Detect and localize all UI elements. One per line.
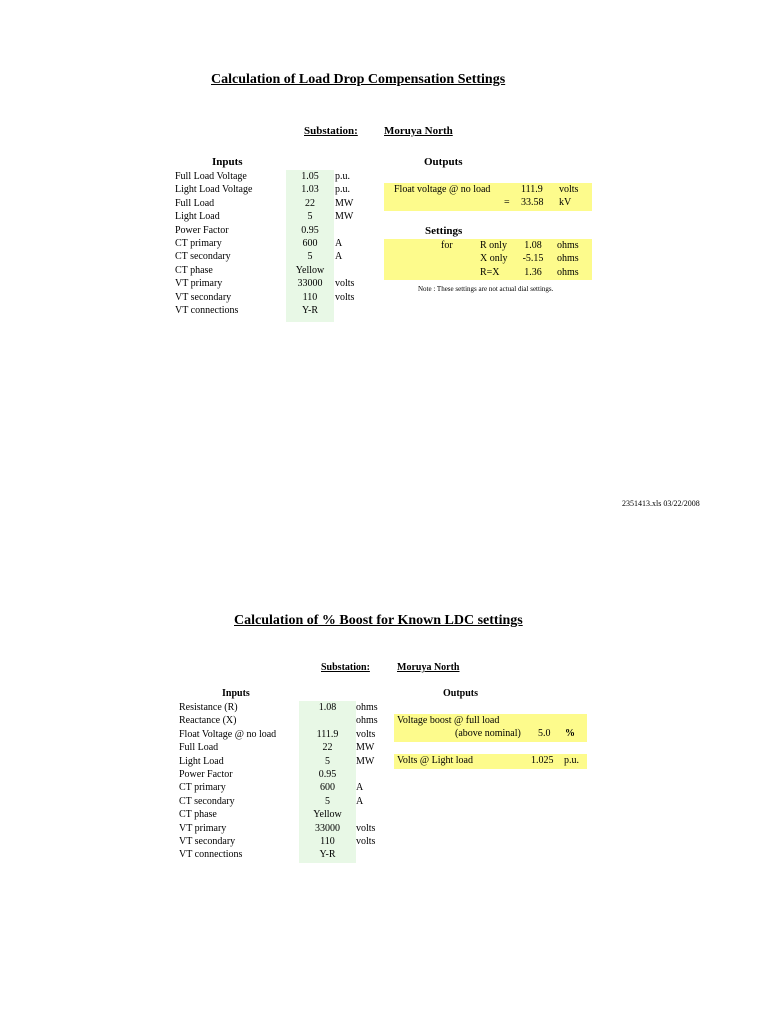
input-value: 111.9: [316, 728, 339, 740]
light-load-label: Volts @ Light load: [397, 755, 473, 766]
input-label: CT phase: [179, 809, 217, 821]
float-voltage-value: 111.9: [521, 184, 543, 195]
input-unit: volts: [356, 822, 376, 834]
input-value: 1.03: [301, 184, 319, 196]
input-label: CT secondary: [175, 251, 231, 263]
file-footer: 2351413.xls 03/22/2008: [622, 499, 700, 508]
sheet2-inputs-header: Inputs: [222, 688, 250, 699]
input-value: 5: [325, 795, 330, 807]
boost-value: 5.0: [538, 728, 551, 739]
input-label: VT primary: [175, 278, 223, 290]
light-load-value: 1.025: [531, 755, 554, 766]
sheet1-title: Calculation of Load Drop Compensation Settings: [211, 72, 506, 87]
input-value: Y-R: [319, 849, 336, 861]
input-unit: ohms: [356, 715, 378, 727]
input-unit: volts: [335, 291, 355, 303]
sheet1-substation-label: Substation:: [304, 125, 358, 137]
for-label: for: [441, 240, 453, 251]
setting-unit: ohms: [557, 240, 579, 251]
input-label: VT connections: [179, 849, 243, 861]
sheet1-substation-name: Moruya North: [384, 125, 453, 137]
setting-value: 1.36: [524, 266, 542, 278]
input-label: CT secondary: [179, 795, 235, 807]
input-label: Power Factor: [179, 769, 233, 780]
input-unit: A: [356, 782, 364, 794]
input-unit: volts: [335, 278, 355, 290]
settings-header: Settings: [425, 225, 463, 237]
input-label: VT connections: [175, 305, 239, 316]
input-unit: MW: [356, 742, 375, 754]
sheet2-substation-name: Moruya North: [397, 662, 460, 673]
boost-unit: %: [565, 728, 575, 739]
input-label: Float Voltage @ no load: [179, 728, 277, 740]
input-label: Power Factor: [175, 224, 229, 236]
input-unit: volts: [356, 836, 376, 847]
sheet2-outputs-header: Outputs: [443, 688, 479, 699]
input-value: 5: [307, 251, 313, 263]
input-label: Reactance (X): [179, 715, 237, 727]
settings-note: Note : These settings are not actual dial settings.: [418, 285, 554, 293]
setting-value: 1.08: [524, 240, 542, 251]
input-label: Light Load: [175, 211, 220, 223]
input-value: Y-R: [301, 305, 319, 316]
input-unit: MW: [335, 197, 354, 209]
input-label: CT primary: [179, 782, 226, 794]
input-unit: MW: [335, 211, 354, 223]
boost-sub-label: (above nominal): [455, 728, 521, 739]
input-unit: MW: [356, 755, 375, 767]
input-value: 0.95: [318, 769, 337, 780]
input-unit: volts: [356, 728, 376, 740]
input-value: 600: [320, 782, 335, 794]
input-unit: p.u.: [335, 171, 350, 182]
input-label: VT primary: [179, 822, 227, 834]
sheet2-substation-label: Substation:: [321, 662, 370, 673]
boost-label: Voltage boost @ full load: [397, 715, 500, 726]
input-label: Light Load Voltage: [175, 184, 253, 196]
float-voltage-label: Float voltage @ no load: [394, 184, 491, 195]
input-value: Yellow: [295, 264, 325, 276]
input-unit: ohms: [356, 702, 378, 713]
input-label: Light Load: [179, 755, 224, 767]
input-label: VT secondary: [175, 291, 232, 303]
input-label: CT primary: [175, 238, 222, 249]
setting-value: -5.15: [522, 253, 544, 265]
input-label: Resistance (R): [179, 702, 238, 713]
sheet1-outputs-header: Outputs: [424, 156, 463, 168]
input-label: Full Load: [179, 742, 219, 754]
input-value: 1.08: [318, 702, 337, 713]
input-value: 5: [325, 755, 330, 767]
input-unit: A: [335, 251, 343, 263]
input-value: 33000: [315, 822, 340, 834]
kv-value: 33.58: [521, 197, 544, 208]
setting-label: X only: [480, 253, 508, 265]
setting-label: R=X: [480, 266, 500, 278]
input-value: 110: [320, 836, 335, 847]
input-unit: p.u.: [335, 184, 350, 196]
input-unit: A: [335, 238, 343, 249]
kv-unit: kV: [559, 197, 572, 208]
setting-unit: ohms: [557, 253, 579, 265]
input-unit: A: [356, 795, 364, 807]
input-label: Full Load: [175, 197, 215, 209]
setting-label: R only: [480, 240, 507, 251]
input-value: 0.95: [301, 224, 319, 236]
input-value: 22: [322, 742, 333, 754]
input-label: CT phase: [175, 264, 213, 276]
input-value: 110: [302, 291, 318, 303]
light-load-unit: p.u.: [564, 755, 579, 766]
equals-sign: =: [504, 197, 510, 208]
sheet2-title: Calculation of % Boost for Known LDC settings: [234, 613, 523, 628]
input-label: VT secondary: [179, 836, 236, 847]
input-label: Full Load Voltage: [175, 171, 247, 182]
input-value: 1.05: [301, 171, 319, 182]
input-value: Yellow: [313, 809, 342, 821]
input-value: 33000: [297, 278, 323, 290]
input-value: 600: [302, 238, 318, 249]
input-value: 22: [305, 197, 315, 209]
input-value: 5: [307, 211, 313, 223]
sheet1-inputs-header: Inputs: [212, 156, 243, 168]
float-voltage-unit: volts: [559, 184, 579, 195]
setting-unit: ohms: [557, 266, 579, 278]
